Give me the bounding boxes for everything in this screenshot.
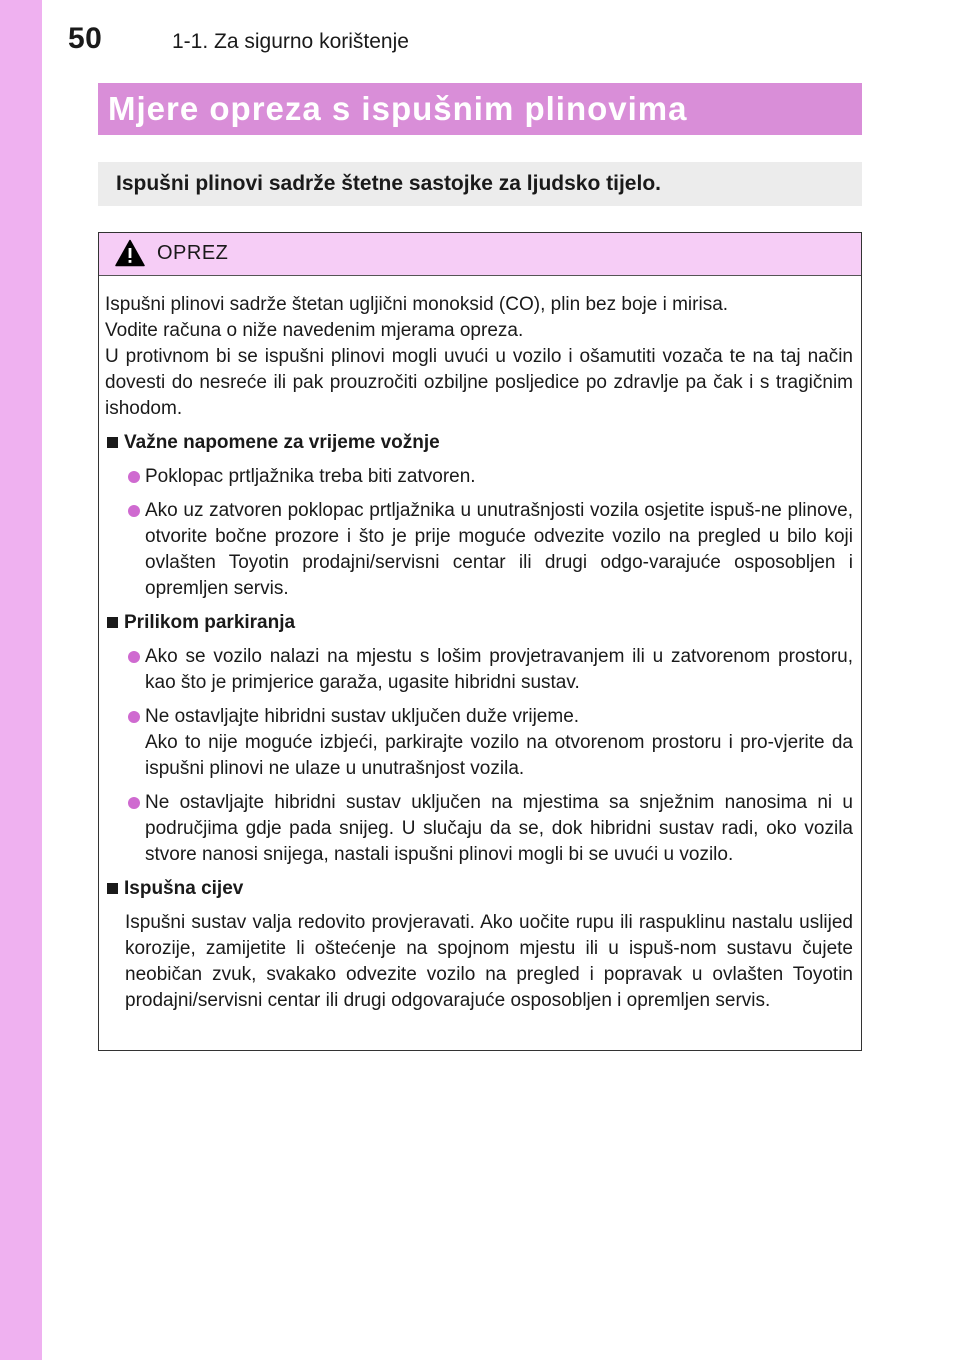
bullet-dot-icon bbox=[128, 797, 140, 809]
intro-line: Vodite računa o niže navedenim mjerama opreza. bbox=[105, 320, 524, 341]
subtitle: Ispušni plinovi sadrže štetne sastojke za ljudsko tijelo. bbox=[116, 172, 661, 195]
section-heading: Važne napomene za vrijeme vožnje bbox=[105, 430, 853, 456]
list-item: Poklopac prtljažnika treba biti zatvoren. bbox=[105, 464, 853, 490]
caution-body bbox=[99, 276, 861, 1014]
page-title: Mjere opreza s ispušnim plinovima bbox=[108, 90, 688, 127]
square-bullet-icon bbox=[107, 617, 118, 628]
bullet-dot-icon bbox=[128, 651, 140, 663]
section-heading: Ispušna cijev bbox=[105, 876, 853, 902]
list-item: Ako uz zatvoren poklopac prtljažnika u unutrašnjosti vozila osjetite ispuš-ne plinove, otvorite bočne prozore i što je prije moguće odvezite vozilo na pregled u bilo koji ovlašten Toyotin prodajni/servisni centar ili drugi odgo-varajuće osposobljen i opremljen servis. bbox=[105, 498, 853, 602]
intro-line: U protivnom bi se ispušni plinovi mogli uvući u vozilo i ošamutiti vozača te na taj način dovesti do nesreće ili pak prouzročiti ozbiljne posljedice po zdravlje pa čak i s tragičnim ishodom. bbox=[105, 346, 853, 419]
bullet-dot-icon bbox=[128, 711, 140, 723]
bullet-dot-icon bbox=[128, 505, 140, 517]
list-item: Ako se vozilo nalazi na mjestu s lošim provjetravanjem ili u zatvorenom prostoru, kao što je primjerice garaža, ugasite hibridni sustav. bbox=[105, 644, 853, 696]
bullet-dot-icon bbox=[128, 471, 140, 483]
intro-line: Ispušni plinovi sadrže štetan ugljični monoksid (CO), plin bez boje i mirisa. bbox=[105, 294, 729, 315]
list-item: Ne ostavljajte hibridni sustav uključen na mjestima sa snježnim nanosima ni u područjima gdje pada snijeg. U slučaju da se, dok hibridni sustav radi, oko vozila stvore nanosi snijega, nastali ispušni plinovi mogli bi se uvući u vozilo. bbox=[105, 790, 853, 868]
square-bullet-icon bbox=[107, 883, 118, 894]
caution-box bbox=[98, 232, 862, 1051]
caution-label: OPREZ bbox=[157, 242, 229, 264]
page-number: 50 bbox=[68, 22, 103, 55]
section-path: 1-1. Za sigurno korištenje bbox=[172, 30, 409, 53]
section-heading: Prilikom parkiranja bbox=[105, 610, 853, 636]
square-bullet-icon bbox=[107, 437, 118, 448]
subtitle-bar bbox=[98, 162, 862, 206]
side-strip bbox=[0, 0, 42, 1360]
section-text: Ispušni sustav valja redovito provjeravati. Ako uočite rupu ili raspuklinu nastalu uslijed korozije, zamijetite li oštećenje na spojnom mjestu ili u ispuš-nom sustavu čujete neobičan zvuk, svakako odvezite vozilo na pregled i popravak u ovlašten Toyotin prodajni/servisni centar ili drugi odgovarajuće osposobljen i opremljen servis. bbox=[125, 912, 853, 1011]
caution-intro bbox=[105, 292, 853, 422]
warning-triangle-icon bbox=[115, 239, 145, 267]
list-item: Ne ostavljajte hibridni sustav uključen duže vrijeme. Ako to nije moguće izbjeći, parkirajte vozilo na otvorenom prostoru i pro-vjerite da ispušni plinovi ne ulaze u unutrašnjost vozila. bbox=[105, 704, 853, 782]
caution-header bbox=[99, 233, 861, 276]
page-title-bar bbox=[98, 83, 862, 135]
